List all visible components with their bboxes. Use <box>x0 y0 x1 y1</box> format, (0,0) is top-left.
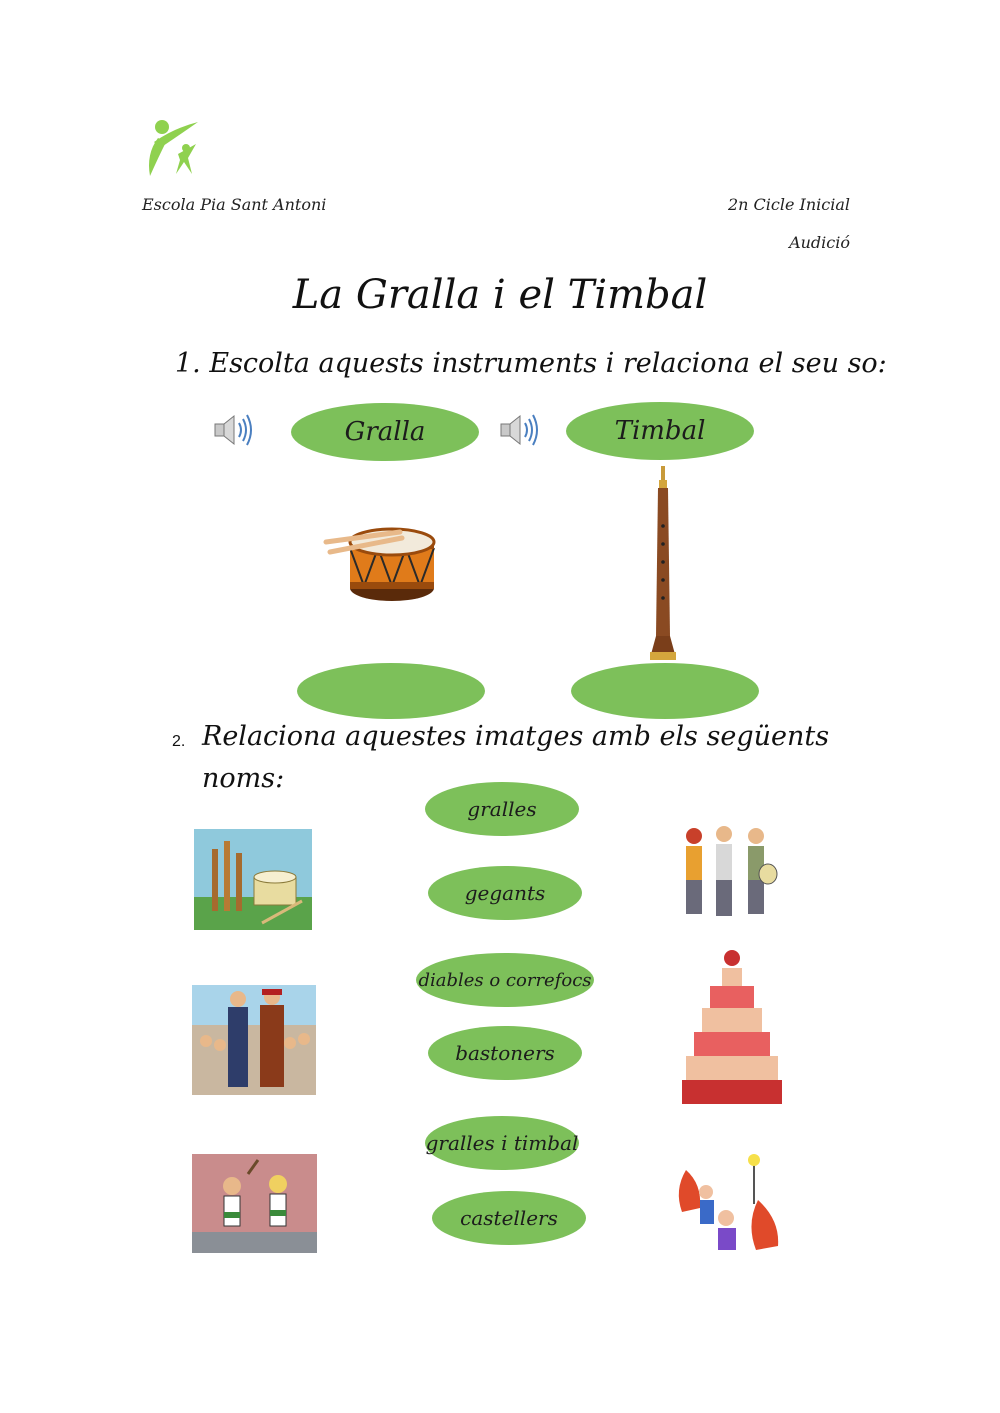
speaker-icon[interactable] <box>498 412 542 448</box>
cycle-label: 2n Cicle Inicial <box>727 195 850 214</box>
answer-oval-1[interactable] <box>297 663 485 719</box>
subject-label: Audició <box>789 233 850 252</box>
page-title: La Gralla i el Timbal <box>292 272 708 318</box>
correfocs-picture <box>666 1150 796 1262</box>
school-name: Escola Pia Sant Antoni <box>142 195 327 214</box>
bastoners-picture <box>192 1154 317 1253</box>
castellers-picture <box>678 948 786 1112</box>
question-2-text-line2: noms: <box>202 763 285 794</box>
label-timbal[interactable]: Timbal <box>566 402 754 460</box>
speaker-icon[interactable] <box>212 412 256 448</box>
name-bastoners[interactable]: bastoners <box>428 1026 582 1080</box>
name-diables[interactable]: diables o correfocs <box>416 953 594 1007</box>
name-gralles-timbal[interactable]: gralles i timbal <box>425 1116 579 1170</box>
label-gralla[interactable]: Gralla <box>291 403 479 461</box>
answer-oval-2[interactable] <box>571 663 759 719</box>
grallers-picture <box>676 822 780 920</box>
question-1-text: Escolta aquests instruments i relaciona el seu so: <box>209 348 887 379</box>
gralla-image <box>646 466 680 664</box>
name-gralles[interactable]: gralles <box>425 782 579 836</box>
name-gegants[interactable]: gegants <box>428 866 582 920</box>
name-castellers[interactable]: castellers <box>432 1191 586 1245</box>
question-1-number: 1. <box>175 348 201 379</box>
instruments-picture <box>194 829 312 930</box>
question-2-text-line1: Relaciona aquestes imatges amb els següents <box>202 721 830 752</box>
question-2-number: 2. <box>172 733 186 750</box>
drum-image <box>322 512 442 604</box>
question-1 <box>175 348 887 379</box>
school-logo <box>140 118 204 182</box>
gegants-picture <box>192 985 316 1095</box>
